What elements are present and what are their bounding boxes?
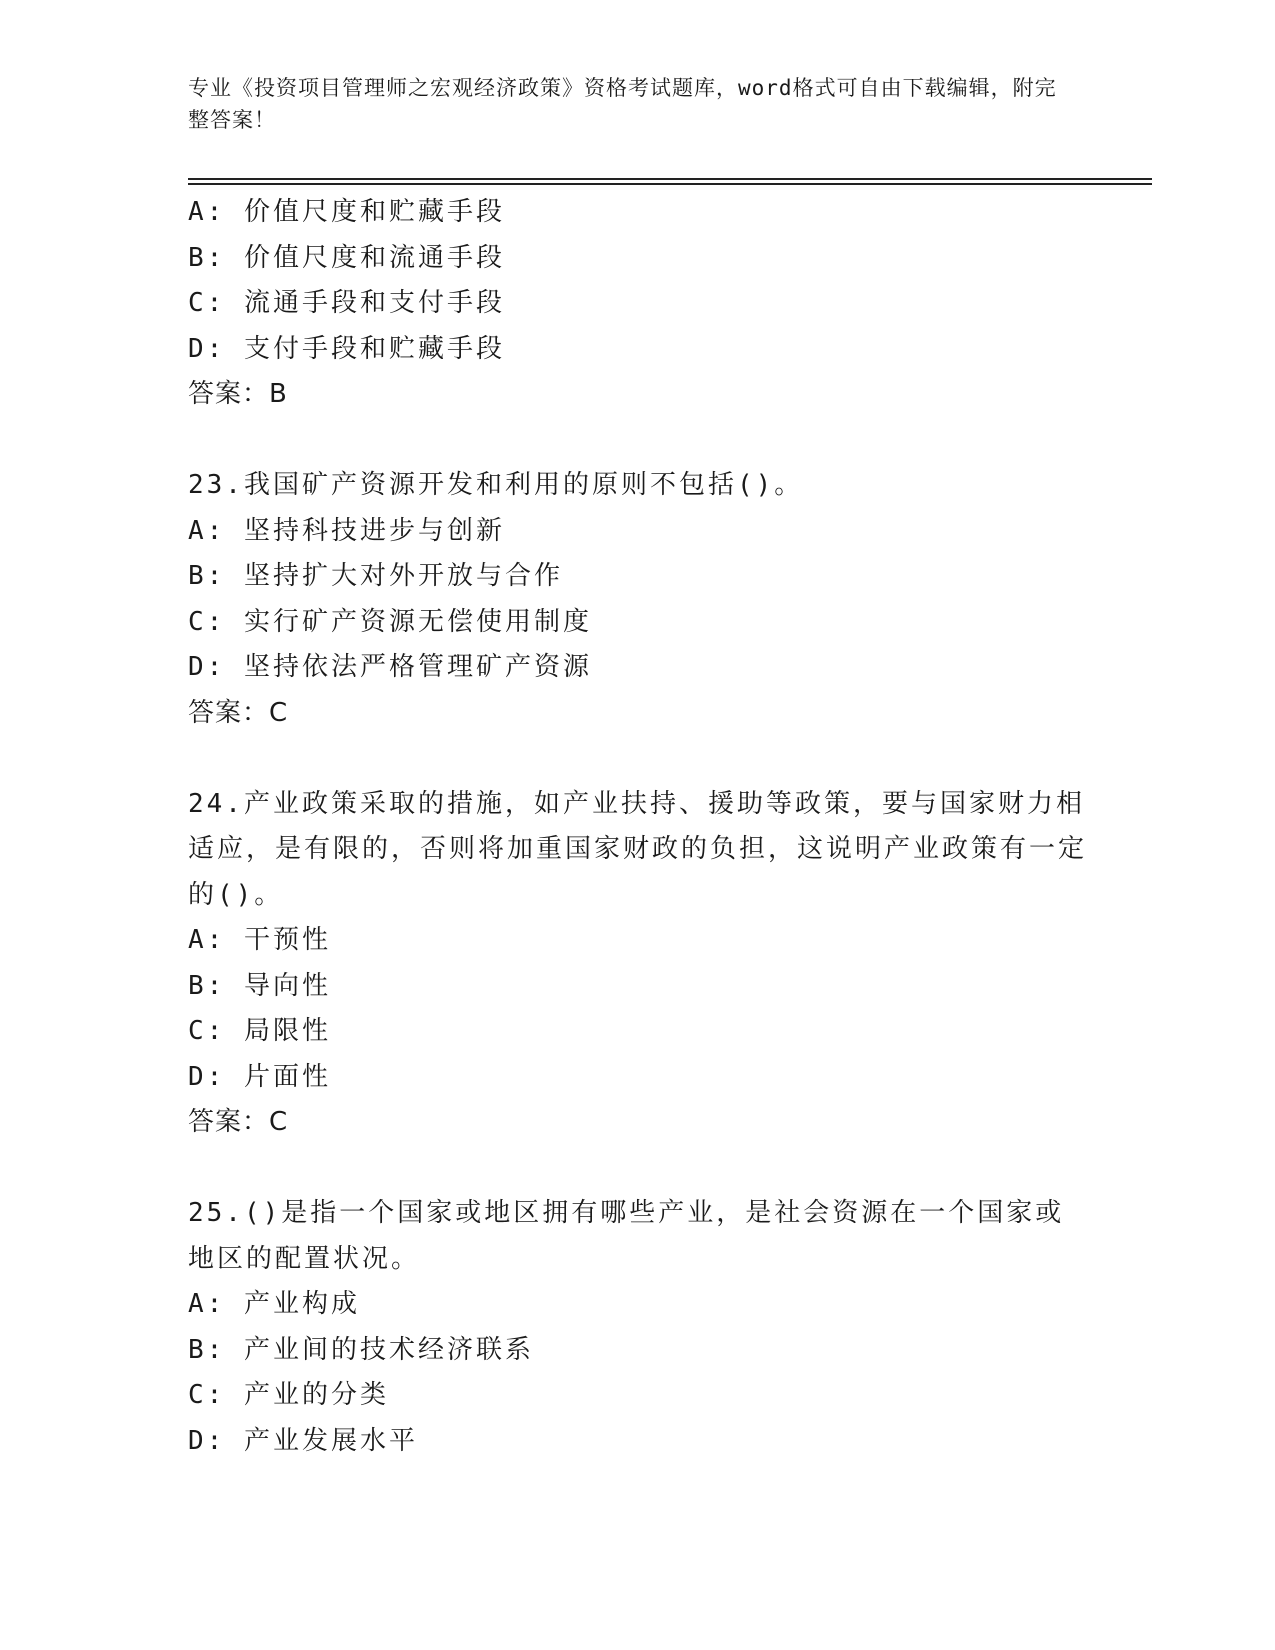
- header-rule-top: [188, 178, 1152, 180]
- spacer: [188, 418, 1088, 464]
- option-d: D: 支付手段和贮藏手段: [188, 333, 505, 364]
- spacer: [188, 1146, 1088, 1192]
- option-a: A: 干预性: [188, 925, 331, 955]
- option-d: D: 片面性: [188, 1061, 331, 1092]
- question-block-25: [188, 1191, 1088, 1464]
- option-b: B: 坚持扩大对外开放与合作: [188, 561, 563, 591]
- option-c: C: 产业的分类: [188, 1380, 389, 1410]
- option-a: A: 产业构成: [188, 1289, 360, 1319]
- question-text: 25.()是指一个国家或地区拥有哪些产业，是社会资源在一个国家或地区的配置状况。: [188, 1198, 1065, 1274]
- question-block-prev: [188, 190, 1088, 418]
- option-c: C: 实行矿产资源无偿使用制度: [188, 606, 592, 637]
- option-b: B: 价值尺度和流通手段: [188, 242, 505, 273]
- option-a: A: 价值尺度和贮藏手段: [188, 197, 505, 227]
- answer-line: 答案：C: [188, 697, 289, 728]
- question-text: 24.产业政策采取的措施，如产业扶持、援助等政策，要与国家财力相适应，是有限的，否则将加重国家财政的负担，这说明产业政策有一定的()。: [188, 788, 1088, 910]
- question-text: 23.我国矿产资源开发和利用的原则不包括()。: [188, 470, 804, 500]
- answer-line: 答案：C: [188, 1107, 289, 1137]
- option-d: D: 坚持依法严格管理矿产资源: [188, 652, 592, 682]
- header-rule-bottom: [188, 183, 1152, 185]
- option-b: B: 导向性: [188, 970, 331, 1001]
- answer-line: 答案：B: [188, 379, 288, 409]
- option-c: C: 局限性: [188, 1016, 331, 1046]
- question-block-23: [188, 463, 1088, 736]
- document-header: 专业《投资项目管理师之宏观经济政策》资格考试题库，word格式可自由下载编辑，附完整答案！: [188, 76, 1057, 132]
- option-d: D: 产业发展水平: [188, 1425, 418, 1456]
- question-list: [188, 190, 1088, 1464]
- spacer: [188, 736, 1088, 782]
- option-c: C: 流通手段和支付手段: [188, 288, 505, 318]
- question-block-24: [188, 782, 1088, 1146]
- option-b: B: 产业间的技术经济联系: [188, 1334, 534, 1365]
- option-a: A: 坚持科技进步与创新: [188, 515, 505, 546]
